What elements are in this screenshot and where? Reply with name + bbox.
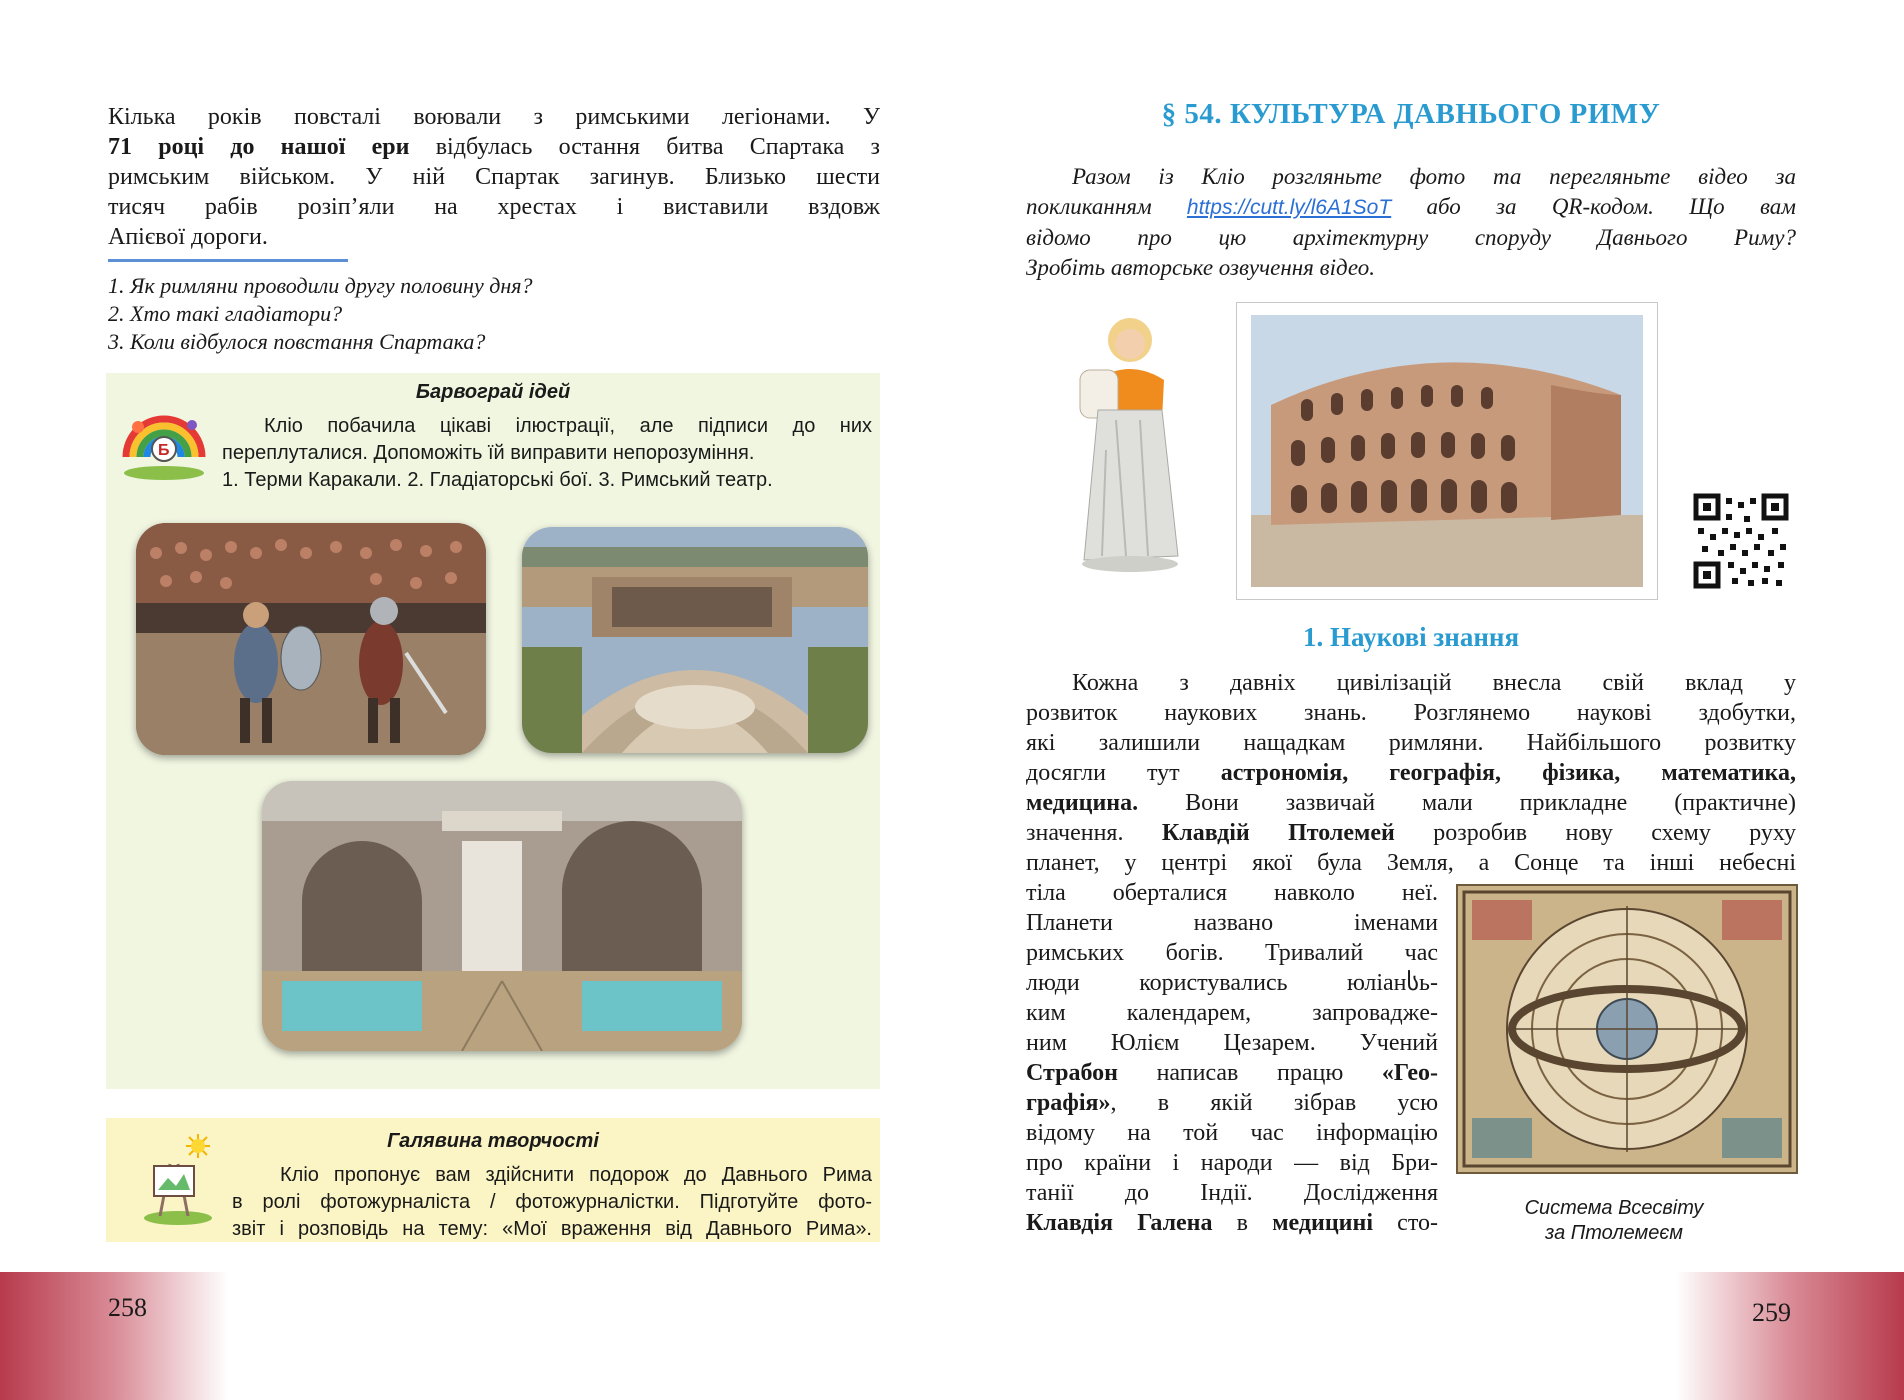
divider-rule — [108, 259, 348, 262]
text-run: досягли тут — [1026, 760, 1221, 786]
left-paragraph-line-1 — [108, 102, 880, 132]
intro-line-2-start: покликанням — [1026, 194, 1152, 219]
colosseum-photo — [1236, 302, 1658, 600]
creative-line-2: в ролі фотожурналіста / фотожурналістки. Підготуйте фото- — [232, 1191, 872, 1213]
page-number-right: 259 — [1752, 1298, 1791, 1327]
main-paragraph-line-3 — [1026, 728, 1796, 758]
text-run: тіла оберталися навколо неї. — [1026, 880, 1438, 906]
intro-line-1: Разом із Кліо розгляньте фото та перегляньте відео за — [1072, 164, 1796, 189]
main-paragraph-line-1 — [1026, 668, 1796, 698]
svg-text:Б: Б — [158, 442, 170, 459]
bold-term: медицині — [1272, 1210, 1373, 1236]
text-run: які залишили нащадкам римляни. Найбільшого розвитку — [1026, 730, 1796, 756]
creative-box-text — [232, 1162, 872, 1243]
text-run: розвиток наукових знань. Розглянемо наукові здобутки, — [1026, 700, 1796, 726]
roman-theatre-photo — [522, 527, 868, 753]
bold-term: «Гео- — [1381, 1060, 1438, 1086]
main-paragraph-line-7 — [1026, 848, 1796, 878]
idea-line-3: 1. Терми Каракали. 2. Гладіаторські бої. 3. Римський театр. — [222, 469, 773, 491]
review-questions — [108, 272, 878, 356]
creative-box — [106, 1118, 880, 1242]
bold-term: Страбон — [1026, 1060, 1118, 1086]
wrapped-paragraph-line-1 — [1026, 878, 1438, 908]
bold-term: графія» — [1026, 1090, 1111, 1116]
left-paragraph-line-2 — [108, 132, 880, 162]
main-paragraph-line-4 — [1026, 758, 1796, 788]
text-run: римських богів. Тривалий час — [1026, 940, 1438, 966]
idea-box-text — [222, 413, 872, 494]
left-paragraph — [108, 102, 880, 252]
text-run: відбулась остання битва Спартака з — [409, 134, 880, 160]
text-run: люди користувались юліанსь- — [1026, 970, 1438, 996]
wrapped-paragraph-line-8 — [1026, 1088, 1438, 1118]
subsection-title: 1. Наукові знання — [1302, 622, 1520, 652]
left-paragraph-line-3 — [108, 162, 880, 192]
intro-line-2 — [1026, 192, 1796, 223]
text-run: Кілька років повсталі воювали з римськими легіонами. У — [108, 104, 880, 130]
left-paragraph-line-4 — [108, 192, 880, 222]
text-run: розробив нову схему руху — [1394, 820, 1796, 846]
text-run: Апієвої дороги. — [108, 224, 268, 250]
gladiators-photo — [136, 523, 486, 755]
bold-term: 71 році до нашої ери — [108, 134, 410, 160]
wrapped-paragraph-line-10 — [1026, 1148, 1438, 1178]
text-run: написав працю — [1117, 1060, 1382, 1086]
creative-line-1: Кліо пропонує вам здійснити подорож до Давнього Рима — [280, 1164, 872, 1186]
idea-box-title: Барвограй ідей — [415, 381, 571, 403]
page-number-left: 258 — [108, 1293, 147, 1322]
text-run: римським військом. У ній Спартак загинув. Близько шести — [108, 164, 880, 190]
text-run: танії до Індії. Дослідження — [1026, 1180, 1438, 1206]
intro-paragraph — [1026, 162, 1796, 283]
text-run: значення. — [1026, 820, 1162, 846]
text-run: Кожна з давніх цивілізацій внесла свій вклад у — [1072, 670, 1796, 696]
idea-line-2: переплуталися. Допоможіть їй виправити непорозуміння. — [222, 442, 755, 464]
wrapped-paragraph-line-5 — [1026, 998, 1438, 1028]
text-run: про країни і народи — від Бри- — [1026, 1150, 1438, 1176]
text-run: Планети названо іменами — [1026, 910, 1438, 936]
main-paragraph-line-2 — [1026, 698, 1796, 728]
qr-code-icon[interactable] — [1692, 492, 1790, 590]
intro-line-2-end: або за QR-кодом. Що вам — [1426, 194, 1796, 219]
creative-line-3: звіт і розповідь на тему: «Мої враження від Давнього Рима». — [232, 1218, 872, 1240]
idea-line-1: Кліо побачила цікаві ілюстрації, але підписи до них — [264, 415, 872, 437]
wrapped-paragraph-line-6 — [1026, 1028, 1438, 1058]
question-3: 3. Коли відбулося повстання Спартака? — [108, 329, 486, 354]
bold-term: Клавдій Птолемей — [1161, 820, 1395, 846]
wrapped-paragraph-line-9 — [1026, 1118, 1438, 1148]
image-caption — [1464, 1196, 1764, 1246]
wrapped-paragraph-line-4 — [1026, 968, 1438, 998]
wrapped-paragraph-line-2 — [1026, 908, 1438, 938]
text-run: ким календарем, запроваджe- — [1026, 1000, 1438, 1026]
wrapped-paragraph-line-12 — [1026, 1208, 1438, 1238]
main-paragraph-line-5 — [1026, 788, 1796, 818]
section-title: § 54. КУЛЬТУРА ДАВНЬОГО РИМУ — [1161, 98, 1661, 130]
text-run: планет, у центрі якої була Земля, а Сонце та інші небесні — [1026, 850, 1796, 876]
bold-term: Клавдія Галена — [1026, 1210, 1213, 1236]
creative-box-title: Галявина творчості — [387, 1130, 599, 1152]
ptolemy-system-image — [1456, 884, 1798, 1174]
video-link[interactable]: https://cutt.ly/l6A1SoT — [1186, 196, 1392, 219]
caption-line-1: Система Всесвіту — [1524, 1197, 1704, 1219]
main-paragraph-line-6 — [1026, 818, 1796, 848]
wrapped-paragraph-line-7 — [1026, 1058, 1438, 1088]
text-run: , в якій зібрав усю — [1110, 1090, 1438, 1116]
page-footer-band — [0, 1272, 1904, 1400]
wrapped-paragraph — [1026, 878, 1438, 1238]
left-paragraph-line-5 — [108, 222, 880, 252]
intro-line-3: відомо про цю архітектурну споруду Давнього Риму? — [1026, 225, 1796, 250]
text-run: відому на той час інформацію — [1026, 1120, 1438, 1146]
question-1: 1. Як римляни проводили другу половину дня? — [108, 273, 533, 298]
wrapped-paragraph-line-3 — [1026, 938, 1438, 968]
idea-box — [106, 373, 880, 1089]
caption-line-2: за Птолемеєм — [1545, 1222, 1683, 1244]
text-run: сто- — [1373, 1210, 1438, 1236]
text-run: тисяч рабів розіп’яли на хрестах і виставили вздовж — [108, 194, 880, 220]
clio-muse-figure — [1066, 310, 1194, 576]
wrapped-paragraph-line-11 — [1026, 1178, 1438, 1208]
bold-term: астрономія, географія, фізика, математика, — [1220, 760, 1796, 786]
bold-term: медицина. — [1026, 790, 1139, 816]
baths-of-caracalla-photo — [262, 781, 742, 1051]
main-paragraph — [1026, 668, 1796, 878]
text-run: ним Юлієм Цезарем. Учений — [1026, 1030, 1438, 1056]
intro-line-4: Зробіть авторське озвучення відео. — [1026, 255, 1376, 280]
text-run: Вони зазвичай мали прикладне (практичне) — [1138, 790, 1796, 816]
question-2: 2. Хто такі гладіатори? — [108, 301, 343, 326]
text-run: в — [1212, 1210, 1273, 1236]
